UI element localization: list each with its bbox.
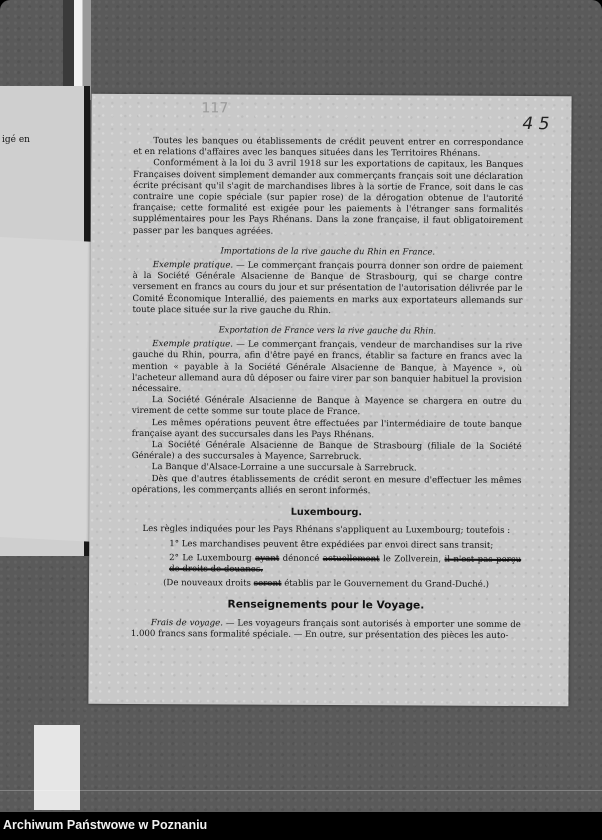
voyage-paragraph bbox=[131, 617, 521, 641]
export-paragraph: Dès que d'autres établissements de crédit seront en mesure d'effectuer les mêmes opérations, les commerçants alliés en seront informés. bbox=[131, 473, 522, 497]
text-run: (De nouveaux droits bbox=[163, 578, 254, 589]
export-paragraph: La Société Générale Alsacienne de Banque de Strasbourg (filiale de la Société Générale) a des succursales à Mayence, Sarrebruck. bbox=[131, 440, 522, 463]
document-page bbox=[88, 94, 571, 707]
archive-watermark: Archiwum Państwowe w Poznaniu bbox=[3, 818, 208, 832]
export-example bbox=[132, 339, 522, 397]
page-number-handwritten: 4 5 bbox=[522, 114, 550, 135]
struck-text: actuellement bbox=[322, 553, 380, 564]
document-body bbox=[131, 136, 524, 642]
left-page-strip bbox=[34, 725, 80, 810]
binding-spine bbox=[63, 0, 91, 100]
luxembourg-note bbox=[131, 578, 521, 591]
section-title-voyage: Renseignements pour le Voyage. bbox=[227, 598, 425, 612]
luxembourg-item-2 bbox=[131, 553, 521, 577]
intro-paragraph-1: Toutes les banques ou établissements de crédit peuvent entrer en correspondance et en relations d'affaires avec les banques situées dans les Territoires Rhénans. bbox=[133, 136, 524, 159]
example-label: Exemple pratique. bbox=[152, 260, 234, 271]
section-title-luxembourg: Luxembourg. bbox=[290, 506, 363, 519]
scan-artifact-line bbox=[0, 790, 602, 791]
export-paragraph: La Société Générale Alsacienne de Banque à Mayence se chargera en outre du virement de cette somme sur toute place de France. bbox=[131, 395, 523, 418]
voyage-label: Frais de voyage. bbox=[150, 617, 223, 628]
example-text: — Le commerçant français, vendeur de marchandises sur la rive gauche du Rhin, pourra, afin d'être payé en francs, établir sa facture en francs avec la mention « payable à la Société Générale Alsacienne de Banque, à Mayence », où l'acheteur allemand aura dû déposer ou faire virer par son banquier habituel la provision nécessaire. bbox=[132, 339, 523, 395]
luxembourg-intro: Les règles indiquées pour les Pays Rhénans s'appliquent au Luxembourg; toutefois : bbox=[142, 524, 511, 537]
pencil-annotation: 117 bbox=[201, 100, 229, 117]
struck-text: il n'est pas perçu de droits de douanes. bbox=[169, 554, 522, 575]
text-run: le Zollverein, bbox=[379, 553, 445, 565]
export-paragraph: Les mêmes opérations peuvent être effectuées par l'intermédiaire de toute banque française ayant des succursales dans les Pays Rhénans. bbox=[131, 417, 522, 441]
export-paragraph: La Banque d'Alsace-Lorraine a une succursale à Sarrebruck. bbox=[151, 462, 417, 474]
text-run: 2° Le Luxembourg bbox=[169, 552, 256, 564]
voyage-text: — Les voyageurs français sont autorisés à emporter une somme de 1.000 francs sans formalité spéciale. — En outre, sur présentation des pièces les auto- bbox=[130, 617, 521, 641]
section-title-export: Exportation de France vers la rive gauche du Rhin. bbox=[218, 324, 437, 336]
text-run: établis par le Gouvernement du Grand-Duché.) bbox=[281, 578, 490, 590]
struck-text: seront bbox=[253, 578, 282, 589]
luxembourg-item-1: 1° Les marchandises peuvent être expédiées par envoi direct sans transit; bbox=[169, 538, 494, 551]
text-run: dénoncé bbox=[279, 553, 323, 564]
section-title-import: Importations de la rive gauche du Rhin en France. bbox=[220, 245, 436, 257]
intro-paragraph-2: Conformément à la loi du 3 avril 1918 sur les exportations de capitaux, les Banques Françaises doivent simplement demander aux commerçants français soit une déclaration écrite précisant qu'il s'agit de marchandises libres à la sortie de France, soit dans le cas contraire une copie spéciale (sur papier rose) de la dérogation obtenue de l'autorité française; cette formalité est exigée pour les paiements à l'étranger sans formalités supplémentaires pour les Pays Rhénans. Dans la zone française, il faut obligatoirement passer par les banques agréées. bbox=[132, 158, 524, 237]
example-text: — Le commerçant français pourra donner son ordre de paiement à la Société Générale Alsacienne de Banque de Strasbourg, qui se charge contre versement en francs au cours du jour et sur présentation de l'autorisation délivrée par le Comité Économique Interallié, des paiements en marks aux exportateurs allemands sur toute place située sur la rive gauche du Rhin. bbox=[132, 260, 523, 316]
example-label: Exemple pratique. bbox=[152, 339, 234, 350]
import-example bbox=[132, 260, 522, 318]
left-page-text-fragment: igé en bbox=[2, 135, 30, 145]
struck-text: ayant bbox=[255, 553, 280, 564]
